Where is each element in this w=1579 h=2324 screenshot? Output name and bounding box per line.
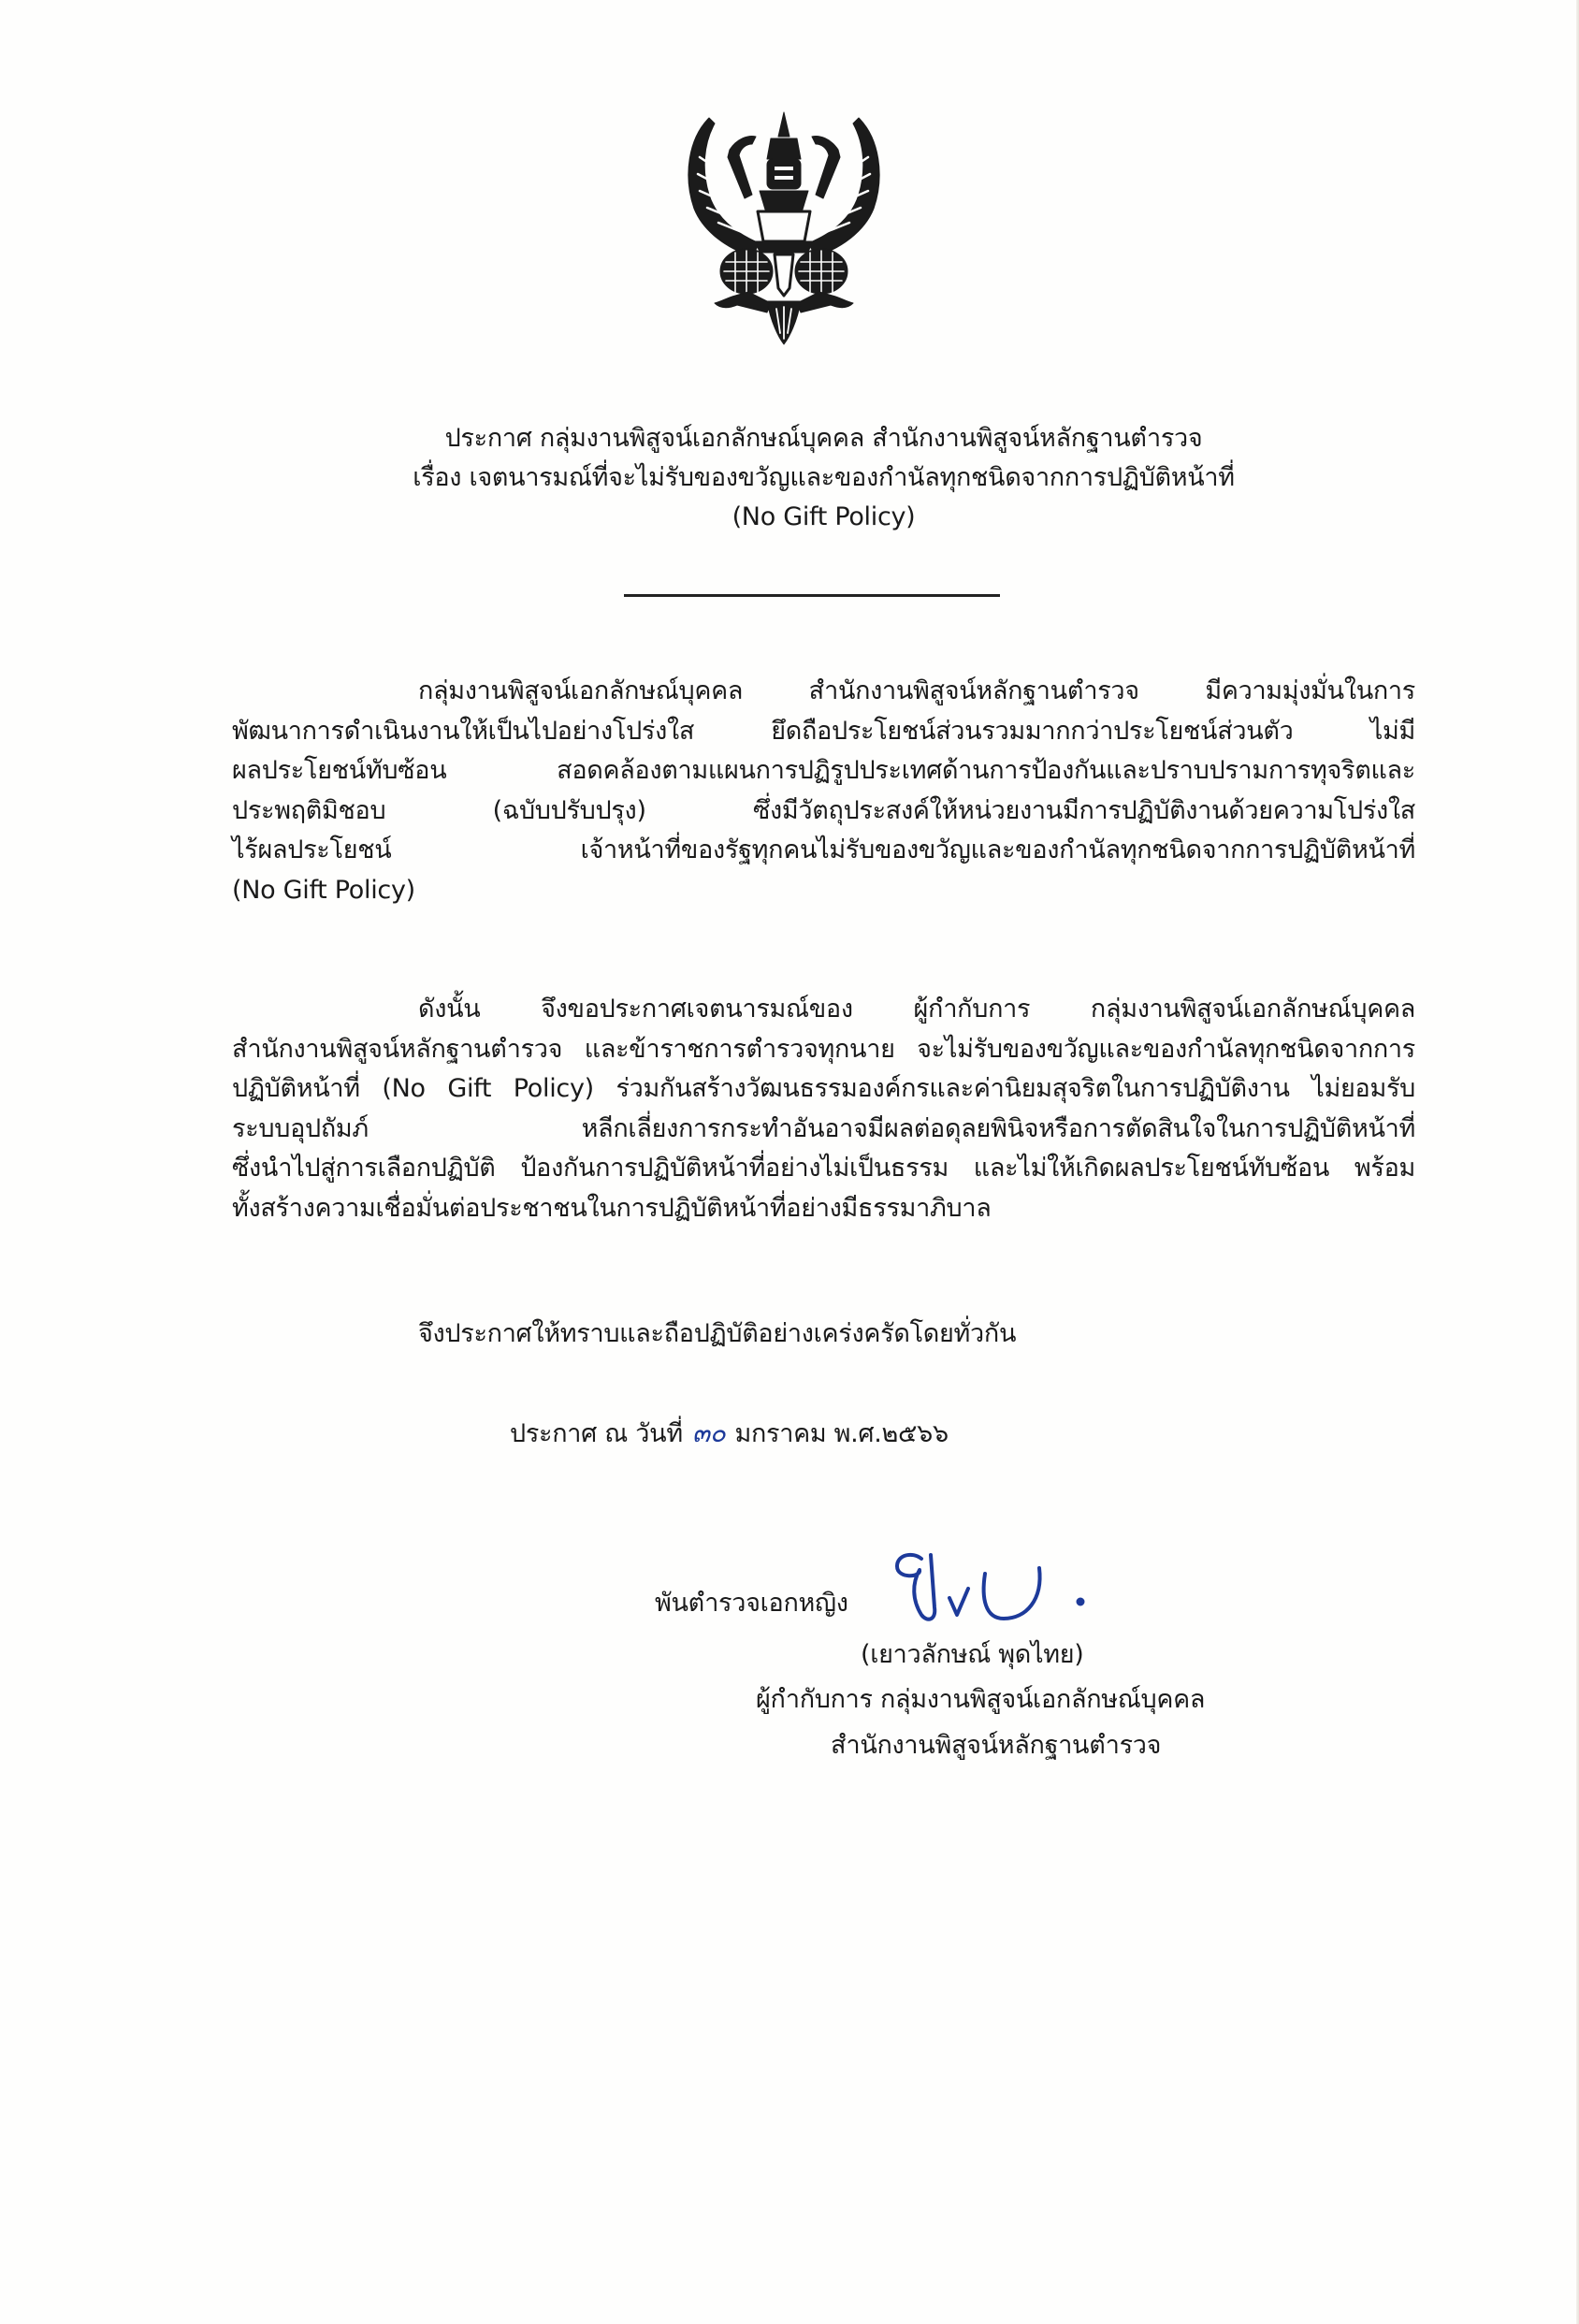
- header-subject: เรื่อง เจตนารมณ์ที่จะไม่รับของขวัญและของกำนัลทุกชนิดจากการปฏิบัติหน้าที่: [413, 463, 1235, 492]
- closing-statement: จึงประกาศให้ทราบและถือปฏิบัติอย่างเคร่งครัดโดยทั่วกัน: [418, 1319, 1017, 1348]
- date-day-handwritten: ๓๐: [691, 1417, 726, 1448]
- paragraph-line: (No Gift Policy): [232, 875, 415, 905]
- date-suffix: มกราคม พ.ศ.๒๕๖๖: [734, 1419, 949, 1448]
- signer-title: ผู้กำกับการ กลุ่มงานพิสูจน์เอกลักษณ์บุคคล: [756, 1685, 1206, 1714]
- paragraph-line: ระบบอุปถัมภ์ หลีกเลี่ยงการกระทำอันอาจมีผลต่อดุลยพินิจหรือการตัดสินใจในการปฏิบัติหน้าที่: [232, 1113, 1415, 1143]
- signer-rank: พันตำรวจเอกหญิง: [655, 1589, 848, 1618]
- paragraph-line: ซึ่งนำไปสู่การเลือกปฏิบัติ ป้องกันการปฏิบัติหน้าที่อย่างไม่เป็นธรรม และไม่ให้เกิดผลประโยชน์ทับซ้อน พร้อม: [232, 1154, 1415, 1183]
- date-prefix: ประกาศ ณ วันที่: [510, 1419, 683, 1448]
- announcement-date: [510, 1414, 949, 1454]
- paragraph-line: ดังนั้น จึงขอประกาศเจตนารมณ์ของ ผู้กำกับการ กลุ่มงานพิสูจน์เอกลักษณ์บุคคล: [418, 995, 1415, 1024]
- paragraph-line: สำนักงานพิสูจน์หลักฐานตำรวจ และข้าราชการตำรวจทุกนาย จะไม่รับของขวัญและของกำนัลทุกชนิดจากการ: [232, 1034, 1415, 1064]
- signer-office: สำนักงานพิสูจน์หลักฐานตำรวจ: [831, 1731, 1162, 1760]
- paragraph-line: ปฏิบัติหน้าที่ (No Gift Policy) ร่วมกันสร้างวัฒนธรรมองค์กรและค่านิยมสุจริตในการปฏิบัติงาน ไม่ยอมรับ: [232, 1074, 1415, 1103]
- header-separator: [624, 594, 1000, 597]
- signer-name: (เยาวลักษณ์ พุดไทย): [861, 1640, 1084, 1669]
- header-policy-name: (No Gift Policy): [732, 502, 916, 531]
- paragraph-line: ไร้ผลประโยชน์ เจ้าหน้าที่ของรัฐทุกคนไม่รับของขวัญและของกำนัลทุกชนิดจากการปฏิบัติหน้าที่: [232, 835, 1415, 864]
- handwritten-signature-icon: [884, 1542, 1108, 1635]
- paragraph-line: พัฒนาการดำเนินงานให้เป็นไปอย่างโปร่งใส ยึดถือประโยชน์ส่วนรวมมากกว่าประโยชน์ส่วนตัว ไม่มี: [232, 716, 1415, 746]
- paragraph-2: [232, 990, 1415, 1228]
- paragraph-line: ประพฤติมิชอบ (ฉบับปรับปรุง) ซึ่งมีวัตถุประสงค์ให้หน่วยงานมีการปฏิบัติงานด้วยความโปร่งใส: [232, 795, 1415, 825]
- paragraph-1: [232, 672, 1415, 910]
- garuda-emblem-icon: [681, 101, 887, 346]
- announcement-header: [232, 419, 1415, 537]
- paragraph-line: ผลประโยชน์ทับซ้อน สอดคล้องตามแผนการปฏิรูปประเทศด้านการป้องกันและปราบปรามการทุจริตและ: [232, 756, 1415, 785]
- paragraph-line: กลุ่มงานพิสูจน์เอกลักษณ์บุคคล สำนักงานพิสูจน์หลักฐานตำรวจ มีความมุ่งมั่นในการ: [418, 676, 1415, 705]
- header-title: ประกาศ กลุ่มงานพิสูจน์เอกลักษณ์บุคคล สำนักงานพิสูจน์หลักฐานตำรวจ: [444, 424, 1203, 453]
- paragraph-line: ทั้งสร้างความเชื่อมั่นต่อประชาชนในการปฏิบัติหน้าที่อย่างมีธรรมาภิบาล: [232, 1193, 992, 1223]
